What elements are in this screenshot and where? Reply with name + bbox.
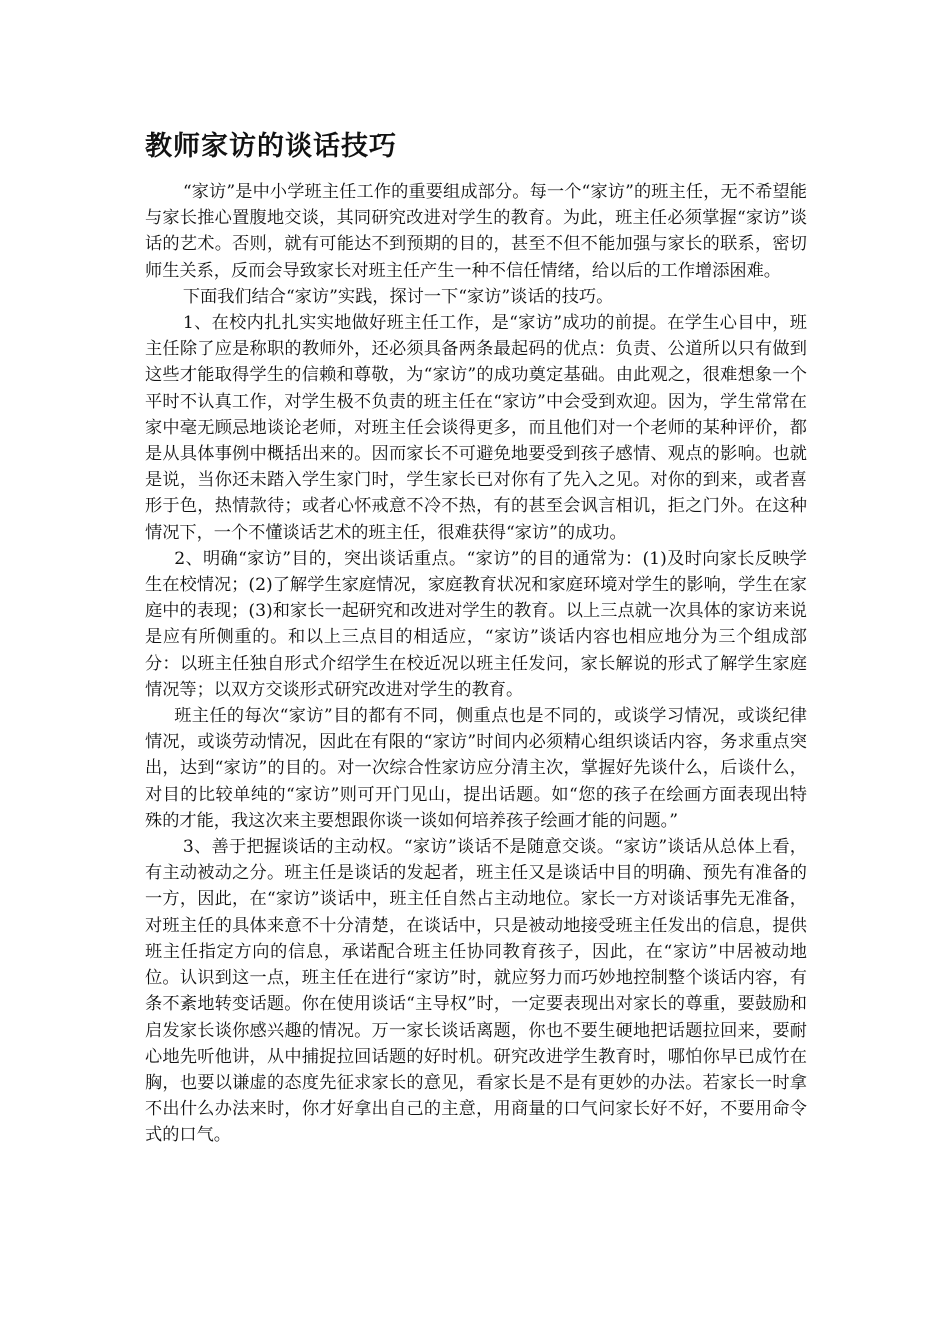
paragraph-point-3: 3、善于把握谈话的主动权。“家访”谈话不是随意交谈。“家访”谈话从总体上看，有主动被动之分。班主任是谈话的发起者，班主任又是谈话中目的明确、预先有准备的一方，因此，在“家访”谈话中，班主任自然占主动地位。家长一方对谈话事先无准备，对班主任的具体来意不十分清楚，在谈话中，只是被动地接受班主任发出的信息，提供班主任指定方向的信息，承诺配合班主任协同教育孩子，因此，在“家访”中居被动地位。认识到这一点，班主任在进行“家访”时，就应努力而巧妙地控制整个谈话内容，有条不紊地转变话题。你在使用谈话“主导权”时，一定要表现出对家长的尊重，要鼓励和启发家长谈你感兴趣的情况。万一家长谈话离题，你也不要生硬地把话题拉回来，要耐心地先听他讲，从中捕捉拉回话题的好时机。研究改进学生教育时，哪怕你早已成竹在胸，也要以谦虚的态度先征求家长的意见，看家长是不是有更妙的办法。若家长一时拿不出什么办法来时，你才好拿出自己的主意，用商量的口气问家长好不好，不要用命令式的口气。 <box>145 837 807 1146</box>
document-title: 教师家访的谈话技巧 <box>145 131 397 162</box>
paragraph-point-2-detail: 班主任的每次“家访”目的都有不同，侧重点也是不同的，或谈学习情况，或谈纪律情况，或谈劳动情况，因此在有限的“家访”时间内必须精心组织谈话内容，务求重点突出，达到“家访”的目的。对一次综合性家访应分清主次，掌握好先谈什么，后谈什么，对目的比较单纯的“家访”则可开门见山，提出话题。如“您的孩子在绘画方面表现出特殊的才能，我这次来主要想跟你谈一谈如何培养孩子绘画才能的问题。” <box>145 706 807 831</box>
paragraph-point-1: 1、在校内扎扎实实地做好班主任工作，是“家访”成功的前提。在学生心目中，班主任除了应是称职的教师外，还必须具备两条最起码的优点：负责、公道所以只有做到这些才能取得学生的信赖和尊敬，为“家访”的成功奠定基础。由此观之，很难想象一个平时不认真工作，对学生极不负责的班主任在“家访”中会受到欢迎。因为，学生常常在家中毫无顾忌地谈论老师，对班主任会谈得更多，而且他们对一个老师的某种评价，都是从具体事例中概括出来的。因而家长不可避免地要受到孩子感情、观点的影响。也就是说，当你还未踏入学生家门时，学生家长已对你有了先入之见。对你的到来，或者喜形于色，热情款待；或者心怀戒意不冷不热，有的甚至会讽言相讥，拒之门外。在这种情况下，一个不懂谈话艺术的班主任，很难获得“家访”的成功。 <box>145 313 807 543</box>
paragraph-intro: “家访”是中小学班主任工作的重要组成部分。每一个“家访”的班主任，无不希望能与家长推心置腹地交谈，其同研究改进对学生的教育。为此，班主任必须掌握“家访”谈话的艺术。否则，就有可能达不到预期的目的，甚至不但不能加强与家长的联系，密切师生关系，反而会导致家长对班主任产生一种不信任情绪，给以后的工作增添困难。 <box>145 182 807 281</box>
document-page <box>145 125 807 1149</box>
paragraph-point-2: 2、明确“家访”目的，突出谈话重点。“家访”的目的通常为：(1)及时向家长反映学生在校情况；(2)了解学生家庭情况，家庭教育状况和家庭环境对学生的影响，学生在家庭中的表现；(3)和家长一起研究和改进对学生的教育。以上三点就一次具体的家访来说是应有所侧重的。和以上三点目的相适应，“家访”谈话内容也相应地分为三个组成部分：以班主任独自形式介绍学生在校近况以班主任发问，家长解说的形式了解学生家庭情况等；以双方交谈形式研究改进对学生的教育。 <box>145 548 807 700</box>
paragraph-overview: 下面我们结合“家访”实践，探讨一下“家访”谈话的技巧。 <box>182 286 614 307</box>
